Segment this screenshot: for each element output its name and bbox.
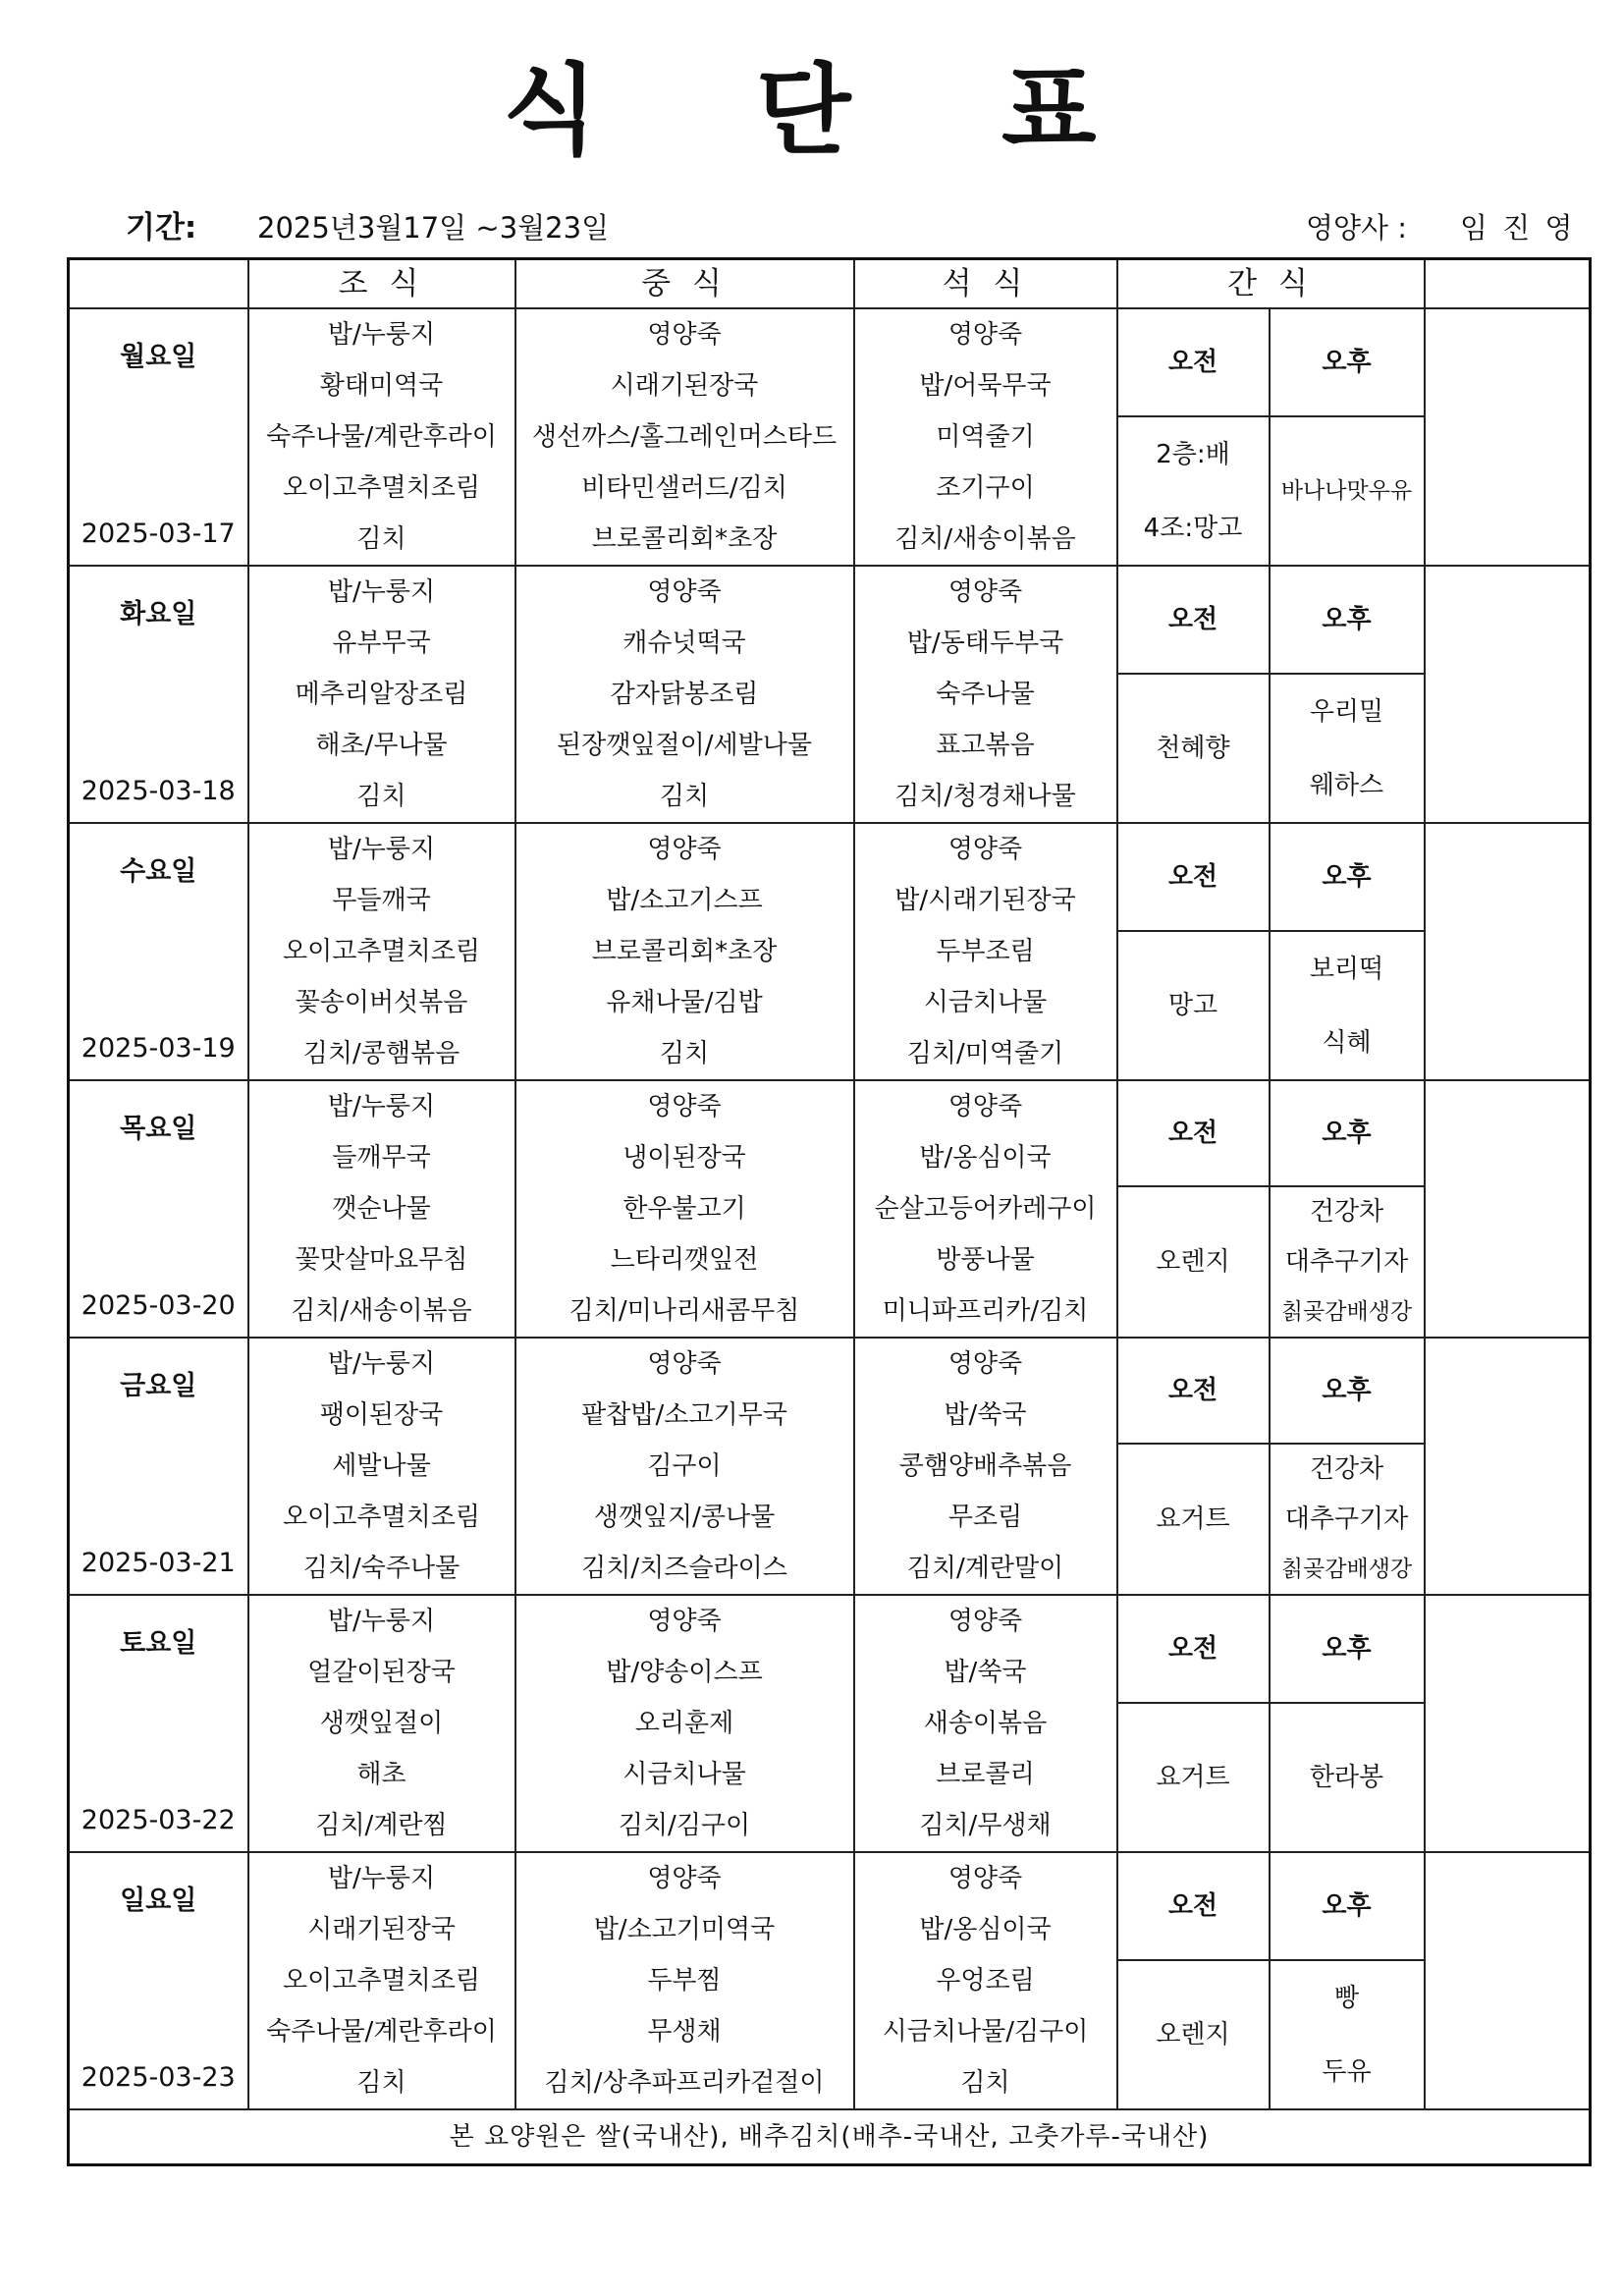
pm-snack-item: 빵 — [1333, 1983, 1360, 2013]
day-row — [69, 566, 1591, 674]
dinner-item: 영양죽 — [947, 1349, 1023, 1379]
breakfast-item: 김치/계란찜 — [315, 1811, 448, 1840]
day-name: 금요일 — [120, 1371, 197, 1401]
breakfast-cell — [248, 823, 515, 1080]
dinner-item: 영양죽 — [947, 320, 1023, 350]
lunch-item: 김치/상추파프리카겉절이 — [544, 2068, 825, 2098]
dinner-cell — [854, 1852, 1117, 2109]
am-snack-item: 오렌지 — [1156, 2020, 1230, 2050]
breakfast-item: 오이고추멸치조림 — [283, 473, 480, 503]
dinner-cell — [854, 823, 1117, 1080]
pm-snack-item: 두유 — [1322, 2056, 1372, 2087]
pm-snack-item: 바나나맛우유 — [1280, 478, 1413, 505]
pm-snack-item: 한라봉 — [1309, 1763, 1384, 1793]
breakfast-cell — [248, 566, 515, 823]
breakfast-item: 밥/누룽지 — [327, 835, 436, 864]
day-row — [69, 308, 1591, 416]
day-date: 2025-03-22 — [81, 1805, 236, 1835]
breakfast-item: 꽃맛살마요무침 — [295, 1245, 468, 1275]
breakfast-item: 밥/누룽지 — [327, 577, 436, 607]
title-char-1: 식 — [503, 53, 598, 168]
period-label: 기간: — [126, 210, 197, 246]
page-title — [0, 53, 1623, 168]
am-snack-item: 망고 — [1167, 991, 1218, 1021]
day-name: 수요일 — [120, 856, 197, 887]
dinner-item: 조기구이 — [936, 473, 1035, 503]
pm-snack-item: 보리떡 — [1309, 954, 1384, 984]
breakfast-item: 김치/콩햄볶음 — [302, 1039, 460, 1068]
header-blank — [69, 259, 248, 309]
am-snack-label: 오전 — [1117, 1852, 1270, 1960]
lunch-item: 영양죽 — [647, 1607, 722, 1636]
breakfast-item: 김치 — [356, 524, 406, 554]
lunch-item: 영양죽 — [647, 320, 722, 350]
lunch-item: 영양죽 — [647, 577, 722, 607]
lunch-item: 밥/소고기미역국 — [593, 1915, 776, 1944]
lunch-item: 무생채 — [647, 2017, 722, 2047]
header-dinner: 석 식 — [854, 259, 1117, 309]
dinner-item: 브로콜리 — [936, 1760, 1035, 1789]
dinner-item: 김치/무생채 — [919, 1811, 1052, 1840]
nutritionist-label: 영양사 : — [1306, 211, 1408, 245]
am-snack-cell — [1117, 674, 1270, 823]
day-row — [69, 1595, 1591, 1703]
breakfast-cell — [248, 1338, 515, 1595]
day-date: 2025-03-17 — [81, 519, 236, 549]
breakfast-item: 숙주나물/계란후라이 — [266, 2017, 497, 2047]
header-extra — [1425, 259, 1591, 309]
lunch-cell — [515, 566, 854, 823]
pm-snack-item: 건강차 — [1309, 1454, 1384, 1485]
pm-snack-cell — [1270, 1186, 1425, 1338]
lunch-item: 김치/김구이 — [618, 1811, 751, 1840]
pm-snack-item: 대추구기자 — [1284, 1246, 1409, 1277]
pm-snack-label: 오후 — [1270, 1595, 1425, 1703]
am-snack-label: 오전 — [1117, 566, 1270, 674]
day-name: 일요일 — [120, 1886, 197, 1916]
lunch-item: 팥찹밥/소고기무국 — [581, 1400, 787, 1430]
lunch-item: 김치/치즈슬라이스 — [581, 1554, 787, 1583]
pm-snack-label: 오후 — [1270, 1852, 1425, 1960]
am-snack-label: 오전 — [1117, 1338, 1270, 1444]
day-date: 2025-03-23 — [81, 2062, 236, 2093]
pm-snack-cell — [1270, 931, 1425, 1080]
dinner-cell — [854, 1080, 1117, 1338]
lunch-item: 영양죽 — [647, 1864, 722, 1893]
dinner-item: 김치/계란말이 — [906, 1554, 1064, 1583]
header-breakfast: 조 식 — [248, 259, 515, 309]
breakfast-item: 오이고추멸치조림 — [283, 1966, 480, 1995]
day-row — [69, 1080, 1591, 1186]
day-cell — [69, 308, 248, 566]
lunch-item: 캐슈넛떡국 — [622, 629, 746, 658]
dinner-item: 밥/어묵무국 — [919, 371, 1052, 401]
extra-cell — [1425, 566, 1591, 823]
dinner-cell — [854, 566, 1117, 823]
header-row — [69, 259, 1591, 309]
dinner-item: 영양죽 — [947, 1607, 1023, 1636]
am-snack-label: 오전 — [1117, 308, 1270, 416]
dinner-item: 새송이볶음 — [923, 1709, 1048, 1738]
dinner-item: 김치/청경채나물 — [894, 782, 1076, 811]
day-name: 화요일 — [120, 599, 197, 629]
period-value: 2025년3월17일 ~3월23일 — [257, 211, 610, 245]
dinner-item: 방풍나물 — [936, 1245, 1035, 1275]
am-snack-cell — [1117, 1703, 1270, 1852]
lunch-item: 냉이된장국 — [622, 1143, 746, 1173]
lunch-item: 감자닭봉조림 — [610, 680, 759, 709]
lunch-cell — [515, 1080, 854, 1338]
dinner-item: 영양죽 — [947, 1864, 1023, 1893]
dinner-item: 순살고등어카레구이 — [874, 1194, 1097, 1224]
day-name: 목요일 — [120, 1114, 197, 1144]
lunch-item: 느타리깻잎전 — [610, 1245, 759, 1275]
lunch-item: 두부찜 — [647, 1966, 722, 1995]
lunch-item: 한우불고기 — [622, 1194, 746, 1224]
dinner-item: 미니파프리카/김치 — [882, 1296, 1089, 1326]
am-snack-item: 오렌지 — [1156, 1246, 1230, 1277]
dinner-item: 시금치나물 — [923, 988, 1048, 1017]
lunch-item: 생깻잎지/콩나물 — [593, 1503, 776, 1532]
dinner-cell — [854, 1595, 1117, 1852]
breakfast-item: 김치/숙주나물 — [302, 1554, 460, 1583]
dinner-item: 시금치나물/김구이 — [882, 2017, 1089, 2047]
lunch-item: 시금치나물 — [622, 1760, 746, 1789]
am-snack-item: 요거트 — [1156, 1763, 1230, 1793]
header-snack: 간 식 — [1117, 259, 1425, 309]
lunch-item: 영양죽 — [647, 1349, 722, 1379]
pm-snack-label: 오후 — [1270, 1080, 1425, 1186]
breakfast-item: 꽃송이버섯볶음 — [295, 988, 468, 1017]
breakfast-item: 유부무국 — [332, 629, 431, 658]
extra-cell — [1425, 823, 1591, 1080]
breakfast-cell — [248, 1852, 515, 2109]
day-date: 2025-03-21 — [81, 1548, 236, 1578]
dinner-item: 밥/쑥국 — [944, 1400, 1027, 1430]
am-snack-cell — [1117, 1186, 1270, 1338]
breakfast-item: 얼갈이된장국 — [307, 1658, 456, 1687]
breakfast-item: 밥/누룽지 — [327, 1864, 436, 1893]
day-date: 2025-03-18 — [81, 776, 236, 806]
breakfast-item: 밥/누룽지 — [327, 1349, 436, 1379]
breakfast-item: 숙주나물/계란후라이 — [266, 422, 497, 452]
title-char-3: 표 — [1001, 53, 1097, 168]
dinner-item: 영양죽 — [947, 1092, 1023, 1121]
breakfast-item: 황태미역국 — [319, 371, 444, 401]
breakfast-item: 김치 — [356, 782, 406, 811]
dinner-item: 두부조림 — [936, 937, 1035, 966]
am-snack-cell — [1117, 1960, 1270, 2109]
lunch-cell — [515, 1338, 854, 1595]
pm-snack-label: 오후 — [1270, 308, 1425, 416]
breakfast-item: 깻순나물 — [332, 1194, 431, 1224]
lunch-item: 오리훈제 — [634, 1709, 734, 1738]
breakfast-item: 밥/누룽지 — [327, 320, 436, 350]
day-cell — [69, 566, 248, 823]
day-cell — [69, 1595, 248, 1852]
am-snack-item: 천혜향 — [1156, 734, 1230, 764]
breakfast-item: 오이고추멸치조림 — [283, 1503, 480, 1532]
lunch-item: 김치 — [659, 1039, 710, 1068]
dinner-item: 김치 — [960, 2068, 1010, 2098]
breakfast-item: 팽이된장국 — [319, 1400, 444, 1430]
lunch-cell — [515, 1852, 854, 2109]
am-snack-item: 요거트 — [1156, 1503, 1230, 1534]
lunch-cell — [515, 308, 854, 566]
extra-cell — [1425, 1338, 1591, 1595]
day-cell — [69, 1080, 248, 1338]
pm-snack-label: 오후 — [1270, 1338, 1425, 1444]
lunch-item: 밥/소고기스프 — [606, 886, 763, 915]
day-name: 토요일 — [120, 1628, 197, 1659]
lunch-item: 김치/미나리새콤무침 — [568, 1296, 800, 1326]
breakfast-item: 밥/누룽지 — [327, 1092, 436, 1121]
dinner-item: 밥/옹심이국 — [919, 1915, 1052, 1944]
breakfast-item: 들깨무국 — [332, 1143, 431, 1173]
pm-snack-item: 칡곶감배생강 — [1280, 1298, 1413, 1325]
lunch-cell — [515, 823, 854, 1080]
breakfast-item: 생깻잎절이 — [319, 1709, 444, 1738]
day-date: 2025-03-19 — [81, 1033, 236, 1064]
day-date: 2025-03-20 — [81, 1290, 236, 1321]
dinner-item: 영양죽 — [947, 577, 1023, 607]
am-snack-label: 오전 — [1117, 823, 1270, 931]
dinner-item: 영양죽 — [947, 835, 1023, 864]
lunch-item: 비타민샐러드/김치 — [581, 473, 787, 503]
am-snack-cell — [1117, 416, 1270, 566]
lunch-item: 브로콜리회*초장 — [591, 524, 778, 554]
pm-snack-item: 대추구기자 — [1284, 1503, 1409, 1534]
dinner-item: 김치/새송이볶음 — [894, 524, 1076, 554]
pm-snack-cell — [1270, 1444, 1425, 1595]
dinner-item: 밥/쑥국 — [944, 1658, 1027, 1687]
dinner-item: 밥/시래기된장국 — [894, 886, 1076, 915]
dinner-item: 표고볶음 — [936, 731, 1035, 760]
extra-cell — [1425, 1595, 1591, 1852]
title-char-2: 단 — [756, 53, 851, 168]
day-row — [69, 1338, 1591, 1444]
dinner-item: 숙주나물 — [936, 680, 1035, 709]
dinner-cell — [854, 1338, 1117, 1595]
lunch-item: 김구이 — [647, 1451, 722, 1481]
day-cell — [69, 1338, 248, 1595]
lunch-cell — [515, 1595, 854, 1852]
breakfast-item: 무들깨국 — [332, 886, 431, 915]
breakfast-item: 김치/새송이볶음 — [291, 1296, 472, 1326]
pm-snack-cell — [1270, 416, 1425, 566]
header-lunch: 중 식 — [515, 259, 854, 309]
breakfast-item: 세발나물 — [332, 1451, 431, 1481]
pm-snack-label: 오후 — [1270, 823, 1425, 931]
pm-snack-item: 건강차 — [1309, 1197, 1384, 1228]
pm-snack-item: 칡곶감배생강 — [1280, 1556, 1413, 1582]
dinner-item: 밥/옹심이국 — [919, 1143, 1052, 1173]
am-snack-item: 4조:망고 — [1143, 513, 1243, 543]
pm-snack-cell — [1270, 1703, 1425, 1852]
lunch-item: 브로콜리회*초장 — [591, 937, 778, 966]
lunch-item: 된장깻잎절이/세발나물 — [557, 731, 812, 760]
day-name: 월요일 — [120, 342, 197, 372]
extra-cell — [1425, 1852, 1591, 2109]
breakfast-item: 밥/누룽지 — [327, 1607, 436, 1636]
am-snack-label: 오전 — [1117, 1595, 1270, 1703]
dinner-item: 콩햄양배추볶음 — [898, 1451, 1072, 1481]
lunch-item: 시래기된장국 — [610, 371, 759, 401]
lunch-item: 영양죽 — [647, 835, 722, 864]
dinner-item: 밥/동태두부국 — [906, 629, 1064, 658]
nutritionist-name: 임 진 영 — [1460, 211, 1576, 245]
extra-cell — [1425, 308, 1591, 566]
day-row — [69, 1852, 1591, 1960]
pm-snack-item: 식혜 — [1322, 1027, 1372, 1058]
pm-snack-item: 우리밀 — [1309, 696, 1384, 727]
day-cell — [69, 823, 248, 1080]
pm-snack-cell — [1270, 1960, 1425, 2109]
breakfast-item: 김치 — [356, 2068, 406, 2098]
origin-notice: 본 요양원은 쌀(국내산), 배추김치(배추-국내산, 고춧가루-국내산) — [69, 2109, 1591, 2164]
breakfast-cell — [248, 1595, 515, 1852]
breakfast-item: 오이고추멸치조림 — [283, 937, 480, 966]
lunch-item: 유채나물/김밥 — [606, 988, 763, 1017]
dinner-item: 김치/미역줄기 — [906, 1039, 1064, 1068]
am-snack-cell — [1117, 1444, 1270, 1595]
am-snack-label: 오전 — [1117, 1080, 1270, 1186]
breakfast-item: 해초 — [356, 1760, 406, 1789]
footer-row — [69, 2109, 1591, 2164]
menu-table — [67, 257, 1592, 2166]
dinner-cell — [854, 308, 1117, 566]
pm-snack-label: 오후 — [1270, 566, 1425, 674]
breakfast-item: 메추리알장조림 — [295, 680, 468, 709]
pm-snack-item: 웨하스 — [1309, 770, 1384, 800]
pm-snack-cell — [1270, 674, 1425, 823]
dinner-item: 우엉조림 — [936, 1966, 1035, 1995]
am-snack-cell — [1117, 931, 1270, 1080]
breakfast-cell — [248, 308, 515, 566]
lunch-item: 생선까스/홀그레인머스타드 — [531, 422, 838, 452]
dinner-item: 미역줄기 — [936, 422, 1035, 452]
lunch-item: 영양죽 — [647, 1092, 722, 1121]
lunch-item: 김치 — [659, 782, 710, 811]
lunch-item: 밥/양송이스프 — [606, 1658, 763, 1687]
day-row — [69, 823, 1591, 931]
breakfast-item: 시래기된장국 — [307, 1915, 456, 1944]
breakfast-cell — [248, 1080, 515, 1338]
extra-cell — [1425, 1080, 1591, 1338]
breakfast-item: 해초/무나물 — [315, 731, 448, 760]
am-snack-item: 2층:배 — [1156, 439, 1230, 469]
dinner-item: 무조림 — [947, 1503, 1023, 1532]
day-cell — [69, 1852, 248, 2109]
